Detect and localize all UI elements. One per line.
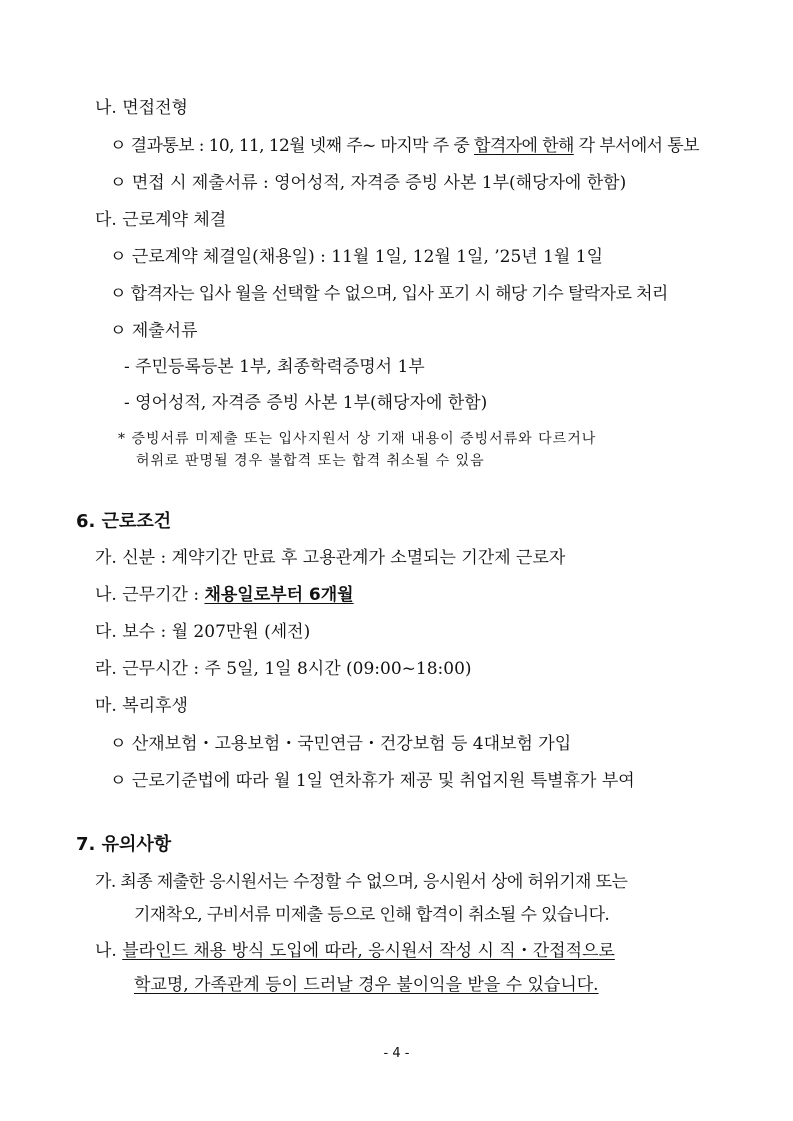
list-item-text: ㅇ 결과통보 : 10, 11, 12월 넷째 주~ 마지막 주 중 bbox=[110, 136, 475, 156]
list-item: ㅇ 산재보험・고용보험・국민연금・건강보험 등 4대보험 가입 bbox=[110, 734, 572, 754]
list-item: 마. 복리후생 bbox=[95, 696, 188, 716]
section-title: 6. 근로조건 bbox=[76, 511, 172, 532]
underlined-text: 블라인드 채용 방식 도입에 따라, 응시원서 작성 시 직・간접적으로 bbox=[122, 941, 615, 961]
subsection-heading: 나. 면접전형 bbox=[95, 98, 188, 118]
subsection-heading: 다. 근로계약 체결 bbox=[95, 210, 227, 230]
list-item: ㅇ 근로계약 체결일(채용일) : 11월 1일, 12월 1일, ’25년 1월 1일 bbox=[110, 247, 603, 267]
sub-list-item: - 영어성적, 자격증 증빙 사본 1부(해당자에 한함) bbox=[124, 393, 488, 413]
list-item: ㅇ 제출서류 bbox=[110, 321, 198, 341]
footnote: 허위로 판명될 경우 불합격 또는 합격 취소될 수 있음 bbox=[136, 453, 485, 469]
list-item-label: 나. bbox=[95, 941, 123, 961]
list-item-continuation: 기재착오, 구비서류 미제출 등으로 인해 합격이 취소될 수 있습니다. bbox=[134, 905, 610, 925]
list-item-label: 나. 근무기간 : bbox=[95, 585, 205, 605]
section-title: 7. 유의사항 bbox=[76, 834, 172, 855]
emphasized-value: 채용일로부터 6개월 bbox=[204, 585, 354, 605]
list-item bbox=[95, 940, 615, 962]
list-item: 가. 신분 : 계약기간 만료 후 고용관계가 소멸되는 기간제 근로자 bbox=[95, 548, 566, 568]
list-item: ㅇ 합격자는 입사 월을 선택할 수 없으며, 입사 포기 시 해당 기수 탈락자로 처리 bbox=[110, 284, 668, 304]
list-item: ㅇ 면접 시 제출서류 : 영어성적, 자격증 증빙 사본 1부(해당자에 한함) bbox=[110, 173, 627, 193]
list-item-text: 각 부서에서 통보 bbox=[573, 136, 699, 156]
page-number: - 4 - bbox=[383, 1046, 410, 1061]
underlined-text: 학교명, 가족관계 등이 드러날 경우 불이익을 받을 수 있습니다. bbox=[134, 975, 599, 995]
underlined-text: 합격자에 한해 bbox=[474, 136, 574, 156]
list-item bbox=[95, 584, 354, 606]
list-item: 다. 보수 : 월 207만원 (세전) bbox=[95, 622, 311, 642]
list-item: 라. 근무시간 : 주 5일, 1일 8시간 (09:00~18:00) bbox=[95, 659, 472, 679]
sub-list-item: - 주민등록등본 1부, 최종학력증명서 1부 bbox=[124, 357, 425, 377]
list-item: 가. 최종 제출한 응시원서는 수정할 수 없으며, 응시원서 상에 허위기재 또는 bbox=[95, 872, 628, 892]
list-item bbox=[110, 135, 699, 157]
footnote: * 증빙서류 미제출 또는 입사지원서 상 기재 내용이 증빙서류와 다르거나 bbox=[118, 431, 597, 447]
list-item: ㅇ 근로기준법에 따라 월 1일 연차휴가 제공 및 취업지원 특별휴가 부여 bbox=[110, 771, 635, 791]
